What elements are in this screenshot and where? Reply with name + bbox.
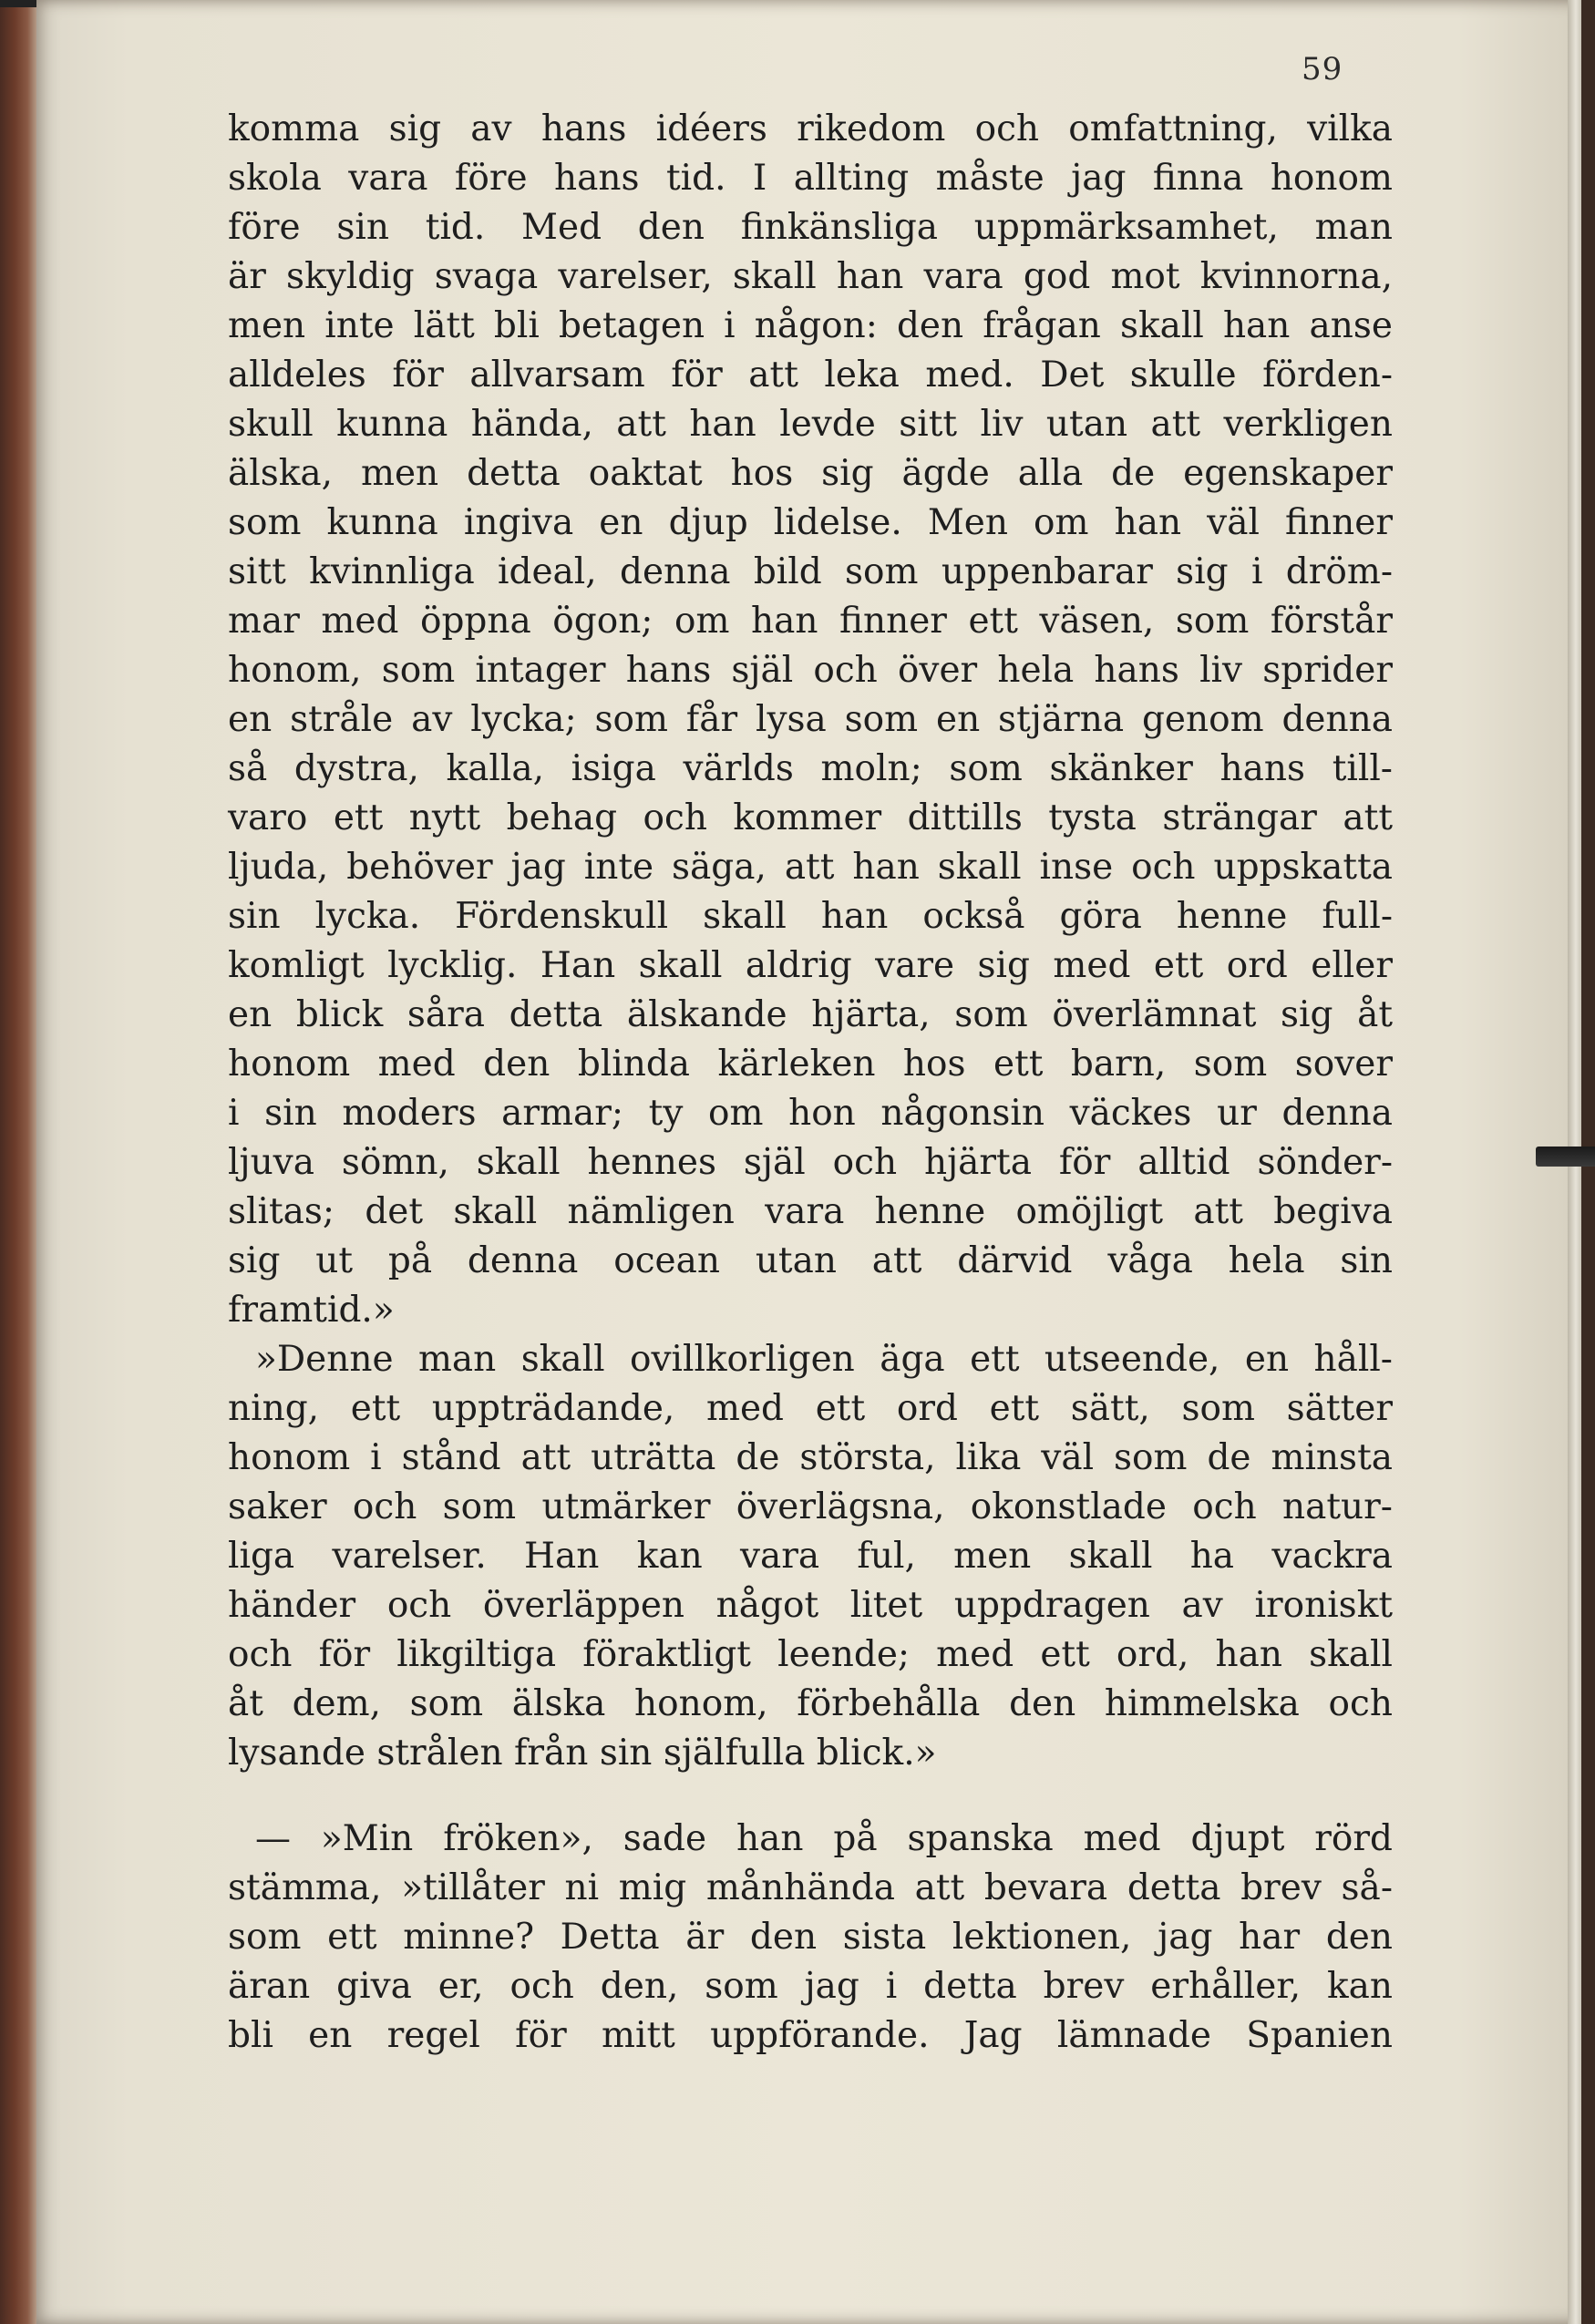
text-line: åt dem, som älska honom, förbehålla den himmelska och	[228, 1683, 1393, 1724]
paragraph-gap	[228, 1778, 1393, 1815]
paragraph-1	[228, 105, 1393, 1335]
page-number: 59	[1302, 51, 1343, 87]
text-line: som kunna ingiva en djup lidelse. Men om han väl finner	[228, 502, 1393, 543]
text-line: ning, ett uppträdande, med ett ord ett sätt, som sätter	[228, 1388, 1393, 1429]
text-line: alldeles för allvarsam för att leka med. Det skulle förden-	[228, 355, 1393, 396]
text-line: lysande strålen från sin själfulla blick.»	[228, 1733, 937, 1774]
text-line: slitas; det skall nämligen vara henne omöjligt att begiva	[228, 1191, 1393, 1232]
page-text	[228, 105, 1393, 2061]
text-line: honom, som intager hans själ och över hela hans liv sprider	[228, 650, 1393, 691]
text-line: äran giva er, och den, som jag i detta brev erhåller, kan	[228, 1966, 1393, 2007]
text-line: skola vara före hans tid. I allting måste jag finna honom	[228, 158, 1393, 199]
text-line: så dystra, kalla, isiga världs moln; som skänker hans till-	[228, 748, 1393, 789]
text-line: saker och som utmärker överlägsna, okonstlade och natur-	[228, 1486, 1393, 1527]
text-line: som ett minne? Detta är den sista lektionen, jag har den	[228, 1917, 1393, 1958]
text-line: sitt kvinnliga ideal, denna bild som uppenbarar sig i dröm-	[228, 551, 1393, 592]
text-line: och för likgiltiga föraktligt leende; med ett ord, han skall	[228, 1634, 1393, 1675]
paragraph-2	[228, 1335, 1393, 1778]
text-line: före sin tid. Med den finkänsliga uppmärksamhet, man	[228, 207, 1393, 248]
text-line: komma sig av hans idéers rikedom och omfattning, vilka	[228, 108, 1393, 149]
text-line: honom med den blinda kärleken hos ett barn, som sover	[228, 1044, 1393, 1085]
text-line: sin lycka. Fördenskull skall han också göra henne full-	[228, 896, 1393, 937]
text-line: framtid.»	[228, 1290, 395, 1331]
text-line: — »Min fröken», sade han på spanska med djupt rörd	[255, 1818, 1393, 1859]
book-spine	[0, 0, 36, 2324]
text-line: bli en regel för mitt uppförande. Jag lämnade Spanien	[228, 2015, 1393, 2056]
bookmark-ribbon	[1536, 1147, 1595, 1167]
text-line: ljuda, behöver jag inte säga, att han skall inse och uppskatta	[228, 847, 1393, 888]
text-line: liga varelser. Han kan vara ful, men skall ha vackra	[228, 1536, 1393, 1577]
text-line: mar med öppna ögon; om han finner ett väsen, som förstår	[228, 601, 1393, 642]
book-page	[36, 0, 1581, 2324]
text-line: är skyldig svaga varelser, skall han vara god mot kvinnorna,	[228, 256, 1393, 297]
text-line: men inte lätt bli betagen i någon: den frågan skall han anse	[228, 305, 1393, 346]
text-line: ljuva sömn, skall hennes själ och hjärta för alltid sönder-	[228, 1142, 1393, 1183]
text-line: varo ett nytt behag och kommer dittills tysta strängar att	[228, 797, 1393, 838]
text-line: komligt lycklig. Han skall aldrig vare sig med ett ord eller	[228, 945, 1393, 986]
text-line: honom i stånd att uträtta de största, lika väl som de minsta	[228, 1437, 1393, 1478]
paragraph-3	[228, 1815, 1393, 2061]
text-line: sig ut på denna ocean utan att därvid våga hela sin	[228, 1240, 1393, 1281]
text-line: en blick såra detta älskande hjärta, som överlämnat sig åt	[228, 994, 1393, 1035]
text-line: skull kunna hända, att han levde sitt liv utan att verkligen	[228, 404, 1393, 445]
text-line: händer och överläppen något litet uppdragen av ironiskt	[228, 1585, 1393, 1626]
text-line: »Denne man skall ovillkorligen äga ett utseende, en håll-	[255, 1339, 1393, 1380]
text-line: en stråle av lycka; som får lysa som en stjärna genom denna	[228, 699, 1393, 740]
text-line: i sin moders armar; ty om hon någonsin väckes ur denna	[228, 1093, 1393, 1134]
text-line: stämma, »tillåter ni mig månhända att bevara detta brev så-	[228, 1867, 1393, 1908]
text-line: älska, men detta oaktat hos sig ägde alla de egenskaper	[228, 453, 1393, 494]
